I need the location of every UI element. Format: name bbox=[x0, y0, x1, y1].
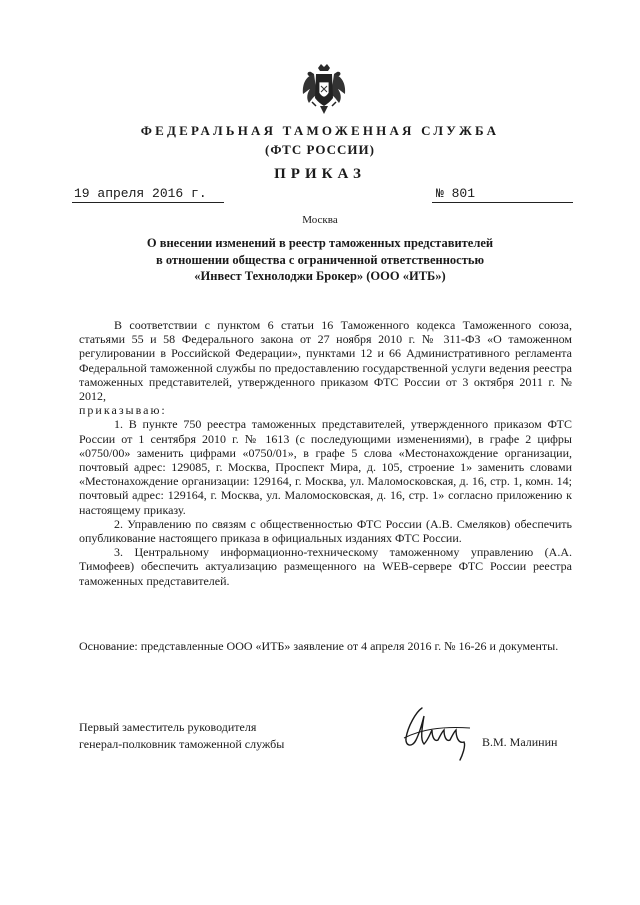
order-item-1: 1. В пункте 750 реестра таможенных представителей, утвержденного приказом ФТС России от 1 сентября 2010 г. № 1613 (с последующими изменениями), в графе 2 цифры «0750/00» заменить цифрами «0750/01», в графе 5 слова «Местонахождение организации, почтовый адрес: 129085, г. Москва, Проспект Мира, д. 105, строение 1» заменить словами «Местонахождение организации: 129164, г. Москва, ул. Маломосковская, д. 16, стр. 1, комн. 14; почтовый адрес: 129164, г. Москва, ул. Маломосковская, д. 16, стр. 1» согласно приложению к настоящему приказу. bbox=[79, 417, 572, 517]
order-number: № 801 bbox=[432, 186, 573, 203]
agency-name: ФЕДЕРАЛЬНАЯ ТАМОЖЕННАЯ СЛУЖБА bbox=[140, 123, 500, 138]
basis-section bbox=[79, 639, 572, 653]
subject-line-1: О внесении изменений в реестр таможенных представителей bbox=[146, 236, 494, 250]
issue-city: Москва bbox=[302, 214, 338, 226]
order-item-2: 2. Управлению по связям с общественностью ФТС России (А.В. Смеляков) обеспечить опубликование настоящего приказа в официальных изданиях ФТС России. bbox=[79, 516, 572, 546]
order-date: 19 апреля 2016 г. bbox=[72, 186, 224, 203]
document-type: ПРИКАЗ bbox=[274, 166, 366, 182]
signatory-title-line-1: Первый заместитель руководителя bbox=[79, 720, 257, 734]
order-item-3: 3. Центральному информационно-техническому таможенному управлению (А.А. Тимофеев) обеспечить актуализацию размещенного на WEB-сервере ФТС России реестра таможенных представителей. bbox=[79, 545, 572, 588]
subject-line-2: в отношении общества с ограниченной ответственностью bbox=[155, 252, 485, 267]
agency-short-name: (ФТС РОССИИ) bbox=[265, 142, 375, 157]
basis-text: Основание: представленные ООО «ИТБ» заявление от 4 апреля 2016 г. № 16-26 и документы. bbox=[79, 639, 559, 653]
preamble-paragraph: В соответствии с пунктом 6 статьи 16 Таможенного кодекса Таможенного союза, статьями 55 и 58 Федерального закона от 27 ноября 2010 г. № 311-ФЗ «О таможенном регулировании в Российской Федерации», пунктами 12 и 66 Административного регламента Федеральной таможенной службы по предоставлению государственной услуги ведения реестра таможенных представителей, утвержденного приказом ФТС России от 3 октября 2011 г. № 2012, bbox=[79, 318, 572, 404]
order-body bbox=[79, 318, 572, 588]
coat-of-arms-icon bbox=[300, 62, 348, 116]
signatory-name: В.М. Малинин bbox=[482, 735, 558, 749]
signatory-title bbox=[79, 719, 284, 753]
subject-line-3: «Инвест Технолоджи Брокер» (ООО «ИТБ») bbox=[194, 269, 446, 283]
signatory-title-line-2: генерал-полковник таможенной службы bbox=[79, 737, 285, 751]
order-word: приказываю: bbox=[79, 403, 167, 418]
handwritten-signature-icon bbox=[400, 700, 478, 762]
order-subject bbox=[0, 235, 640, 285]
